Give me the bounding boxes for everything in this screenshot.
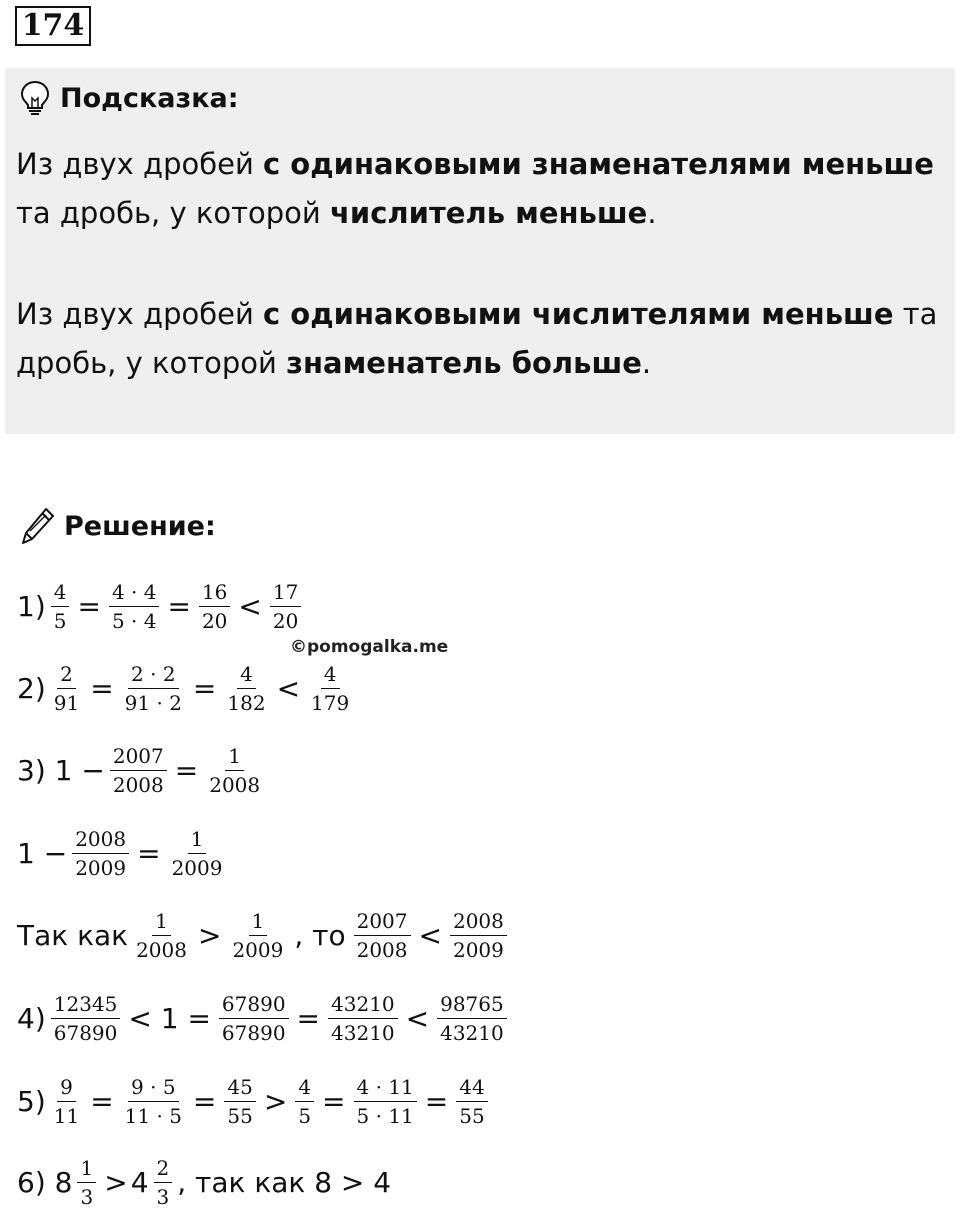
fraction: $\frac{1}{2008}$: [209, 743, 261, 797]
fraction: $\frac{1}{3}$: [77, 1158, 96, 1207]
hint-paragraph-1: Из двух дробей с одинаковыми знаменателями меньше та дробь, у которой числитель меньше.: [16, 147, 934, 230]
solution-line-6: 4) $\frac{12345}{67890}$ < 1 = $\frac{67890}{67890}$ = $\frac{43210}{43210}$ < $\frac{98765}{43210}$: [17, 982, 512, 1054]
fraction: $\frac{2 \cdot 2}{91 \cdot 2}$: [124, 661, 182, 715]
watermark: ©pomogalka.me: [290, 637, 449, 657]
solution-line-4: 1 − $\frac{2008}{2009}$ = $\frac{1}{2009}$: [17, 817, 230, 889]
solution-line-5: Так как $\frac{1}{2008}$ > $\frac{1}{2009}$ , то $\frac{2007}{2008}$ < $\frac{2008}{2009}$: [17, 899, 512, 971]
fraction: $\frac{9 \cdot 5}{11 \cdot 5}$: [124, 1074, 182, 1128]
fraction: $\frac{2007}{2008}$: [354, 911, 411, 960]
fraction: $\frac{4}{5}$: [51, 582, 70, 631]
fraction: $\frac{2008}{2009}$: [72, 829, 129, 878]
fraction: $\frac{4 \cdot 4}{5 \cdot 4}$: [109, 582, 160, 631]
fraction: $\frac{12345}{67890}$: [51, 994, 121, 1043]
fraction: $\frac{1}{2009}$: [171, 826, 223, 880]
pencil-icon: [20, 506, 56, 546]
fraction: $\frac{4}{5}$: [295, 1077, 314, 1126]
fraction: $\frac{4 \cdot 11}{5 \cdot 11}$: [354, 1077, 417, 1126]
fraction: $\frac{1}{2009}$: [232, 908, 284, 962]
lightbulb-icon: [20, 80, 50, 116]
task-number: 174: [15, 6, 91, 46]
fraction: $\frac{98765}{43210}$: [437, 994, 507, 1043]
hint-paragraph-2: Из двух дробей с одинаковыми числителями меньше та дробь, у которой знаменатель больше.: [16, 297, 938, 380]
solution-line-1: 1) $\frac{4}{5}$ = $\frac{4 \cdot 4}{5 \cdot 4}$ = $\frac{16}{20}$ < $\frac{17}{20}$: [17, 570, 306, 642]
fraction: $\frac{2}{3}$: [154, 1158, 173, 1207]
fraction: $\frac{9}{11}$: [53, 1074, 80, 1128]
fraction: $\frac{4}{179}$: [311, 661, 350, 715]
fraction: $\frac{2}{91}$: [53, 661, 80, 715]
fraction: $\frac{2007}{2008}$: [110, 746, 167, 795]
fraction: $\frac{44}{55}$: [456, 1077, 487, 1126]
solution-line-8: 6) 8 $\frac{1}{3}$ > 4 $\frac{2}{3}$ , так как 8 > 4: [17, 1155, 392, 1209]
solution-title: Решение:: [20, 505, 216, 547]
fraction: $\frac{2008}{2009}$: [450, 911, 507, 960]
hint-title: Подсказка:: [20, 80, 239, 116]
fraction: $\frac{67890}{67890}$: [219, 994, 289, 1043]
solution-line-2: 2) $\frac{2}{91}$ = $\frac{2 \cdot 2}{91 \cdot 2}$ = $\frac{4}{182}$ < $\frac{4}{179}$: [17, 652, 357, 724]
fraction: $\frac{1}{2008}$: [136, 908, 187, 962]
fraction: $\frac{45}{55}$: [224, 1077, 255, 1126]
fraction: $\frac{4}{182}$: [227, 661, 266, 715]
solution-line-3: 3) 1 − $\frac{2007}{2008}$ = $\frac{1}{2008}$: [17, 734, 268, 806]
fraction: $\frac{17}{20}$: [270, 582, 301, 631]
fraction: $\frac{43210}{43210}$: [328, 994, 398, 1043]
fraction: $\frac{16}{20}$: [199, 582, 230, 631]
solution-line-7: 5) $\frac{9}{11}$ = $\frac{9 \cdot 5}{11 \cdot 5}$ = $\frac{45}{55}$ > $\frac{4}{5}$ = $\frac{4 \cdot 11}{5 \cdot 11}$ = $\frac{44}{55}$: [17, 1065, 493, 1137]
